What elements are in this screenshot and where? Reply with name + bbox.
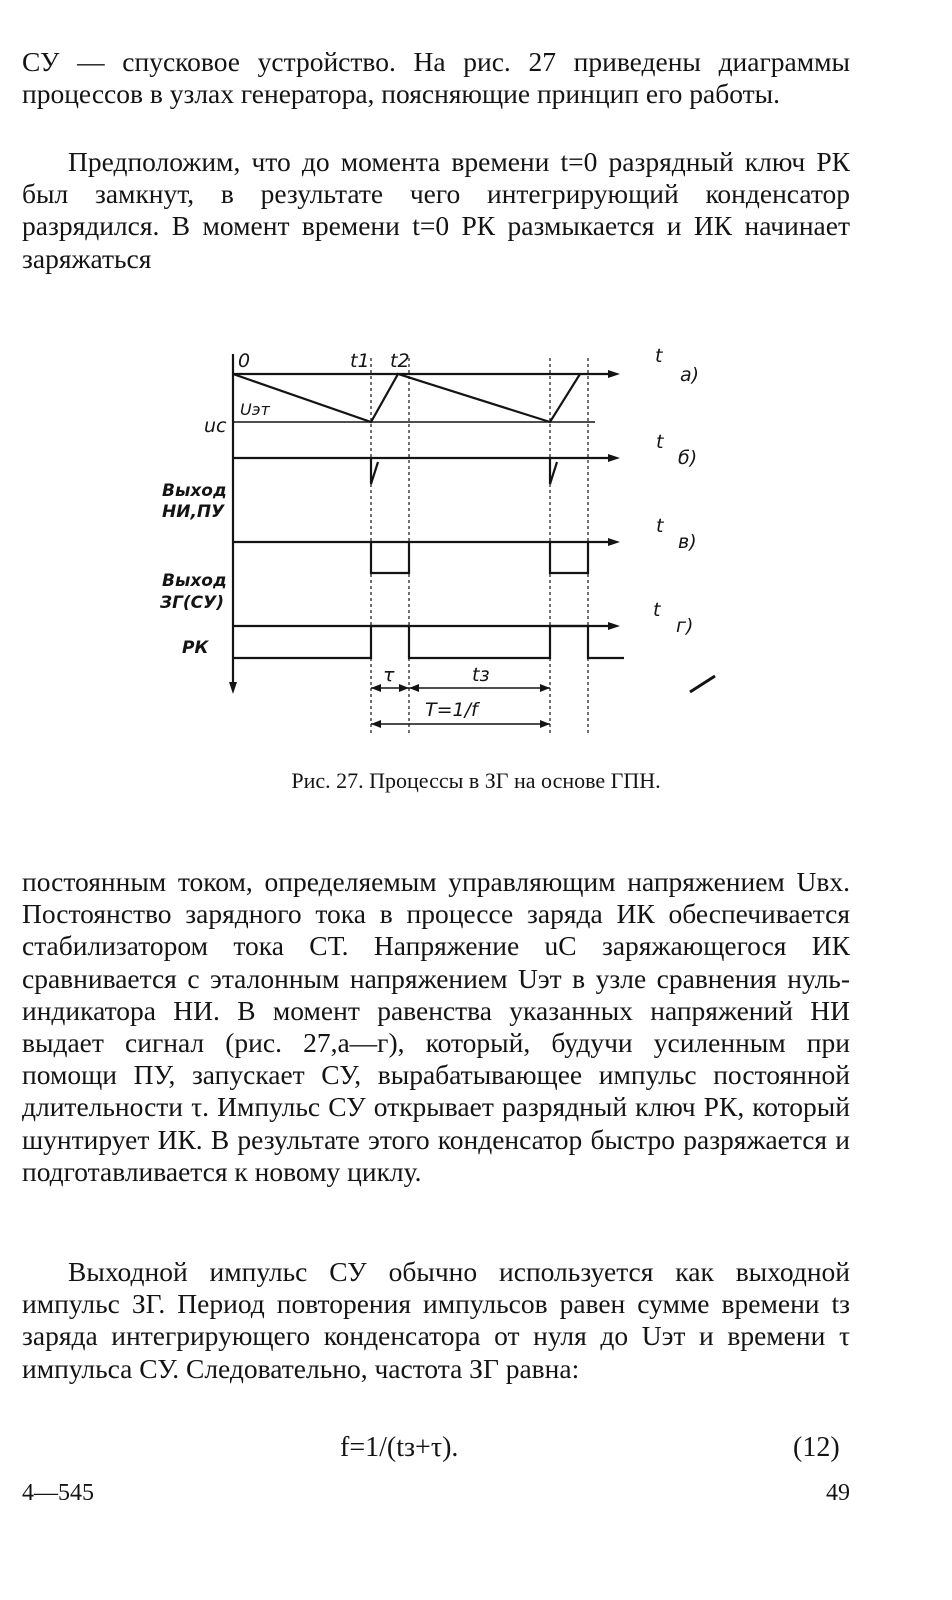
paragraph-su-definition: СУ — спусковое устройство. На рис. 27 приведены диаграммы процессов в узлах генератора, поясняющие принцип его работы. (22, 46, 850, 110)
label-rk: РК (182, 638, 209, 658)
label-out-zg-1: Выход (162, 571, 227, 591)
label-b: б) (678, 447, 698, 469)
figure-27-timing-diagram (150, 336, 730, 746)
label-t-v: t (656, 515, 664, 537)
formula-frequency: f=1/(tз+τ). (340, 1432, 459, 1463)
label-t-b: t (656, 431, 664, 453)
label-zero: 0 (238, 350, 251, 372)
vertical-axis-arrow (229, 682, 237, 694)
label-tau: τ (383, 664, 395, 686)
paragraph-assumption: Предположим, что до момента времени t=0 разрядный ключ РК был замкнут, в результате чего интегрирующий конденсатор разрядился. В момент времени t=0 РК размыкается и ИК начинает заряжаться (22, 146, 850, 274)
label-t2: t2 (390, 350, 410, 372)
pulse-b-2 (550, 458, 557, 484)
page-number: 49 (826, 1480, 850, 1506)
figure-caption: Рис. 27. Процессы в ЗГ на основе ГПН. (291, 768, 661, 793)
label-out-ni-2: НИ,ПУ (162, 502, 225, 522)
label-uc: uc (204, 415, 227, 437)
label-t-g: t (653, 599, 661, 621)
pulse-b-1 (371, 458, 378, 484)
pulse-g-rk (233, 626, 624, 658)
label-out-ni-1: Выход (162, 481, 227, 501)
sawtooth-uc (233, 374, 580, 422)
signature-mark: 4—545 (22, 1480, 94, 1506)
paragraph-output-pulse: Выходной импульс СУ обычно используется как выходной импульс ЗГ. Период повторения импульсов равен сумме времени tз заряда интегрирующего конденсатора от нуля до Uэт и времени τ импульса СУ. Следовательно, частота ЗГ равна: (22, 1256, 850, 1384)
label-t1: t1 (350, 350, 370, 372)
label-t-a: t (655, 345, 663, 367)
label-u-et: Uэт (240, 400, 270, 419)
equation-number: (12) (793, 1432, 840, 1463)
pulse-v-2 (550, 542, 588, 573)
label-a: а) (680, 364, 700, 386)
label-g: г) (676, 615, 694, 637)
timing-diagram-svg (150, 336, 730, 746)
label-period: T=1/f (425, 699, 478, 721)
label-tz: tз (472, 664, 490, 686)
paragraph-charging-process: постоянным током, определяемым управляющим напряжением Uвх. Постоянство зарядного тока в процессе заряда ИК обеспечивается стабилизатором тока СТ. Напряжение uC заряжающегося ИК сравнивается с эталонным напряжением Uэт в узле сравнения нуль-индикатора НИ. В момент равенства указанных напряжений НИ выдает сигнал (рис. 27,а—г), который, будучи усиленным при помощи ПУ, запускает СУ, вырабатывающее импульс постоянной длительности τ. Импульс СУ открывает разрядный ключ РК, который шунтирует ИК. В результате этого конденсатор быстро разряжается и подготавливается к новому циклу. (22, 866, 850, 1187)
label-v: в) (678, 531, 697, 553)
label-out-zg-2: ЗГ(СУ) (160, 593, 225, 613)
pulse-v-1 (371, 542, 409, 573)
pen-mark (690, 676, 715, 692)
